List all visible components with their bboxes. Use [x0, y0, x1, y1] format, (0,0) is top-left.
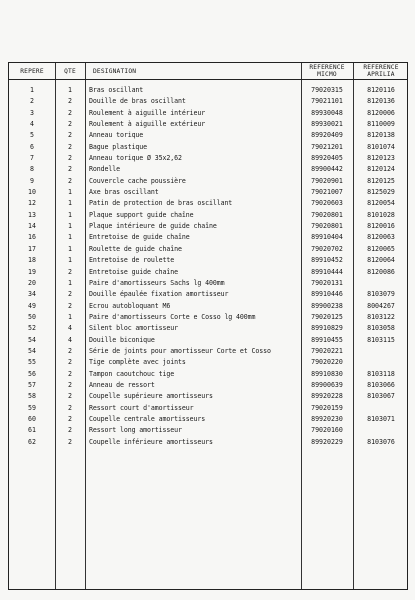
cell-reference-micmo: 89910830: [311, 369, 343, 378]
cell-reference-aprilia: 8101074: [367, 142, 395, 151]
cell-reference-micmo: 79020603: [311, 199, 343, 208]
cell-reference-aprilia: 8120054: [367, 199, 395, 208]
cell-designation: Anneau de ressort: [89, 380, 155, 389]
cell-qte: 2: [68, 97, 72, 106]
cell-designation: Coupelle supérieure amortisseurs: [89, 392, 213, 401]
cell-designation: Anneau torique: [89, 131, 144, 140]
cell-qte: 2: [68, 392, 72, 401]
cell-repere: 34: [28, 290, 36, 299]
cell-reference-micmo: 89900639: [311, 380, 343, 389]
cell-repere: 55: [28, 358, 36, 367]
cell-designation: Ecrou autobloquant M6: [89, 301, 171, 310]
cell-designation: Tige complète avec joints: [89, 358, 186, 367]
cell-designation: Douille épaulée fixation amortisseur: [89, 290, 229, 299]
cell-repere: 8: [30, 165, 34, 174]
cell-reference-aprilia: 8103071: [367, 414, 395, 423]
table-row: [9, 210, 407, 221]
table-row: [9, 232, 407, 243]
header-repere: REPERE: [20, 67, 44, 75]
cell-repere: 50: [28, 312, 36, 321]
cell-qte: 2: [68, 380, 72, 389]
table-row: [9, 357, 407, 368]
cell-repere: 2: [30, 97, 34, 106]
cell-reference-micmo: 79020125: [311, 312, 343, 321]
cell-reference-micmo: 79020131: [311, 278, 343, 287]
cell-reference-micmo: 79020315: [311, 86, 343, 94]
cell-repere: 54: [28, 335, 36, 344]
cell-repere: 6: [30, 142, 34, 151]
cell-qte: 2: [68, 437, 72, 446]
cell-designation: Axe bras oscillant: [89, 188, 159, 197]
cell-repere: 12: [28, 199, 36, 208]
table-row: [9, 346, 407, 357]
cell-qte: 1: [68, 312, 72, 321]
cell-designation: Entretoise de guide chaîne: [89, 233, 190, 242]
cell-designation: Silent bloc amortisseur: [89, 324, 179, 333]
cell-repere: 9: [30, 176, 34, 185]
cell-repere: 49: [28, 301, 36, 310]
cell-qte: 1: [68, 199, 72, 208]
cell-repere: 57: [28, 380, 36, 389]
cell-repere: 20: [28, 278, 36, 287]
cell-reference-micmo: 79020159: [311, 403, 343, 412]
header-rule: [9, 79, 407, 80]
table-row: [9, 289, 407, 300]
cell-qte: 2: [68, 301, 72, 310]
table-row: [9, 85, 407, 96]
header-designation: DESIGNATION: [93, 67, 137, 75]
header-reference-micmo-line1: REFERENCE: [309, 64, 345, 71]
cell-repere: 1: [30, 86, 34, 94]
cell-designation: Paire d'amortisseurs Sachs lg 400mm: [89, 278, 225, 287]
cell-reference-micmo: 89920229: [311, 437, 343, 446]
table-row: [9, 267, 407, 278]
table-row: [9, 391, 407, 402]
cell-reference-aprilia: 8120124: [367, 165, 395, 174]
cell-repere: 62: [28, 437, 36, 446]
cell-reference-micmo: 79020221: [311, 346, 343, 355]
cell-qte: 1: [68, 244, 72, 253]
header-reference-micmo-line2: MICMO: [317, 71, 337, 78]
cell-repere: 4: [30, 120, 34, 129]
cell-designation: Coupelle centrale amortisseurs: [89, 414, 206, 423]
cell-designation: Roulette de guide chaîne: [89, 244, 182, 253]
cell-qte: 2: [68, 154, 72, 163]
cell-designation: Douille biconique: [89, 335, 155, 344]
header-reference-micmo: [301, 63, 353, 79]
cell-reference-micmo: 89920405: [311, 154, 343, 163]
cell-designation: Plaque intérieure de guide chaîne: [89, 222, 217, 231]
parts-table: [8, 62, 408, 590]
table-row: [9, 176, 407, 187]
cell-qte: 4: [68, 324, 72, 333]
cell-repere: 59: [28, 403, 36, 412]
cell-reference-micmo: 79020901: [311, 176, 343, 185]
cell-designation: Patin de protection de bras oscillant: [89, 199, 233, 208]
cell-reference-aprilia: 8103079: [367, 290, 395, 299]
table-row: [9, 164, 407, 175]
table-row: [9, 301, 407, 312]
cell-qte: 2: [68, 403, 72, 412]
cell-reference-micmo: 79020220: [311, 358, 343, 367]
cell-qte: 1: [68, 233, 72, 242]
cell-reference-aprilia: 8120138: [367, 131, 395, 140]
cell-designation: Bras oscillant: [89, 86, 144, 94]
cell-qte: 4: [68, 335, 72, 344]
cell-reference-aprilia: 8103066: [367, 380, 395, 389]
cell-qte: 1: [68, 86, 72, 94]
cell-repere: 18: [28, 256, 36, 265]
cell-reference-micmo: 79021101: [311, 97, 343, 106]
cell-designation: Anneau torique Ø 35x2,62: [89, 154, 182, 163]
table-row: [9, 198, 407, 209]
cell-qte: 2: [68, 369, 72, 378]
cell-reference-aprilia: 8120125: [367, 176, 395, 185]
cell-repere: 52: [28, 324, 36, 333]
cell-reference-micmo: 79020702: [311, 244, 343, 253]
cell-designation: Couvercle cache poussière: [89, 176, 186, 185]
cell-reference-aprilia: 8125029: [367, 188, 395, 197]
cell-repere: 61: [28, 426, 36, 435]
table-row: [9, 278, 407, 289]
table-row: [9, 437, 407, 448]
cell-repere: 54: [28, 346, 36, 355]
cell-reference-aprilia: 8120116: [367, 86, 395, 94]
cell-reference-aprilia: 8120065: [367, 244, 395, 253]
cell-qte: 2: [68, 414, 72, 423]
table-row: [9, 142, 407, 153]
cell-reference-micmo: 89910452: [311, 256, 343, 265]
cell-reference-aprilia: 8120063: [367, 233, 395, 242]
table-row: [9, 312, 407, 323]
cell-designation: Plaque support guide chaîne: [89, 210, 194, 219]
cell-qte: 2: [68, 267, 72, 276]
cell-reference-micmo: 89910446: [311, 290, 343, 299]
header-reference-aprilia: [353, 63, 409, 79]
cell-designation: Ressort long amortisseur: [89, 426, 182, 435]
cell-reference-aprilia: 8101028: [367, 210, 395, 219]
table-row: [9, 119, 407, 130]
cell-designation: Coupelle inférieure amortisseurs: [89, 437, 213, 446]
cell-repere: 60: [28, 414, 36, 423]
cell-reference-micmo: 89910455: [311, 335, 343, 344]
cell-qte: 1: [68, 222, 72, 231]
cell-qte: 2: [68, 176, 72, 185]
cell-qte: 2: [68, 131, 72, 140]
cell-qte: 2: [68, 358, 72, 367]
cell-qte: 2: [68, 346, 72, 355]
cell-qte: 1: [68, 188, 72, 197]
cell-reference-aprilia: 8120136: [367, 97, 395, 106]
cell-reference-aprilia: 8103122: [367, 312, 395, 321]
cell-qte: 2: [68, 290, 72, 299]
cell-designation: Paire d'amortisseurs Corte e Cosso lg 400mm: [89, 312, 256, 321]
cell-reference-micmo: 89920409: [311, 131, 343, 140]
cell-repere: 58: [28, 392, 36, 401]
table-row: [9, 108, 407, 119]
cell-qte: 1: [68, 256, 72, 265]
cell-reference-micmo: 89910829: [311, 324, 343, 333]
table-body: [9, 85, 407, 448]
cell-reference-micmo: 79021007: [311, 188, 343, 197]
table-row: [9, 335, 407, 346]
cell-designation: Douille de bras oscillant: [89, 97, 186, 106]
cell-reference-aprilia: 8004267: [367, 301, 395, 310]
cell-designation: Roulement à aiguille extérieur: [89, 120, 206, 129]
cell-designation: Série de joints pour amortisseur Corte et Cosso: [89, 346, 271, 355]
cell-reference-micmo: 79020160: [311, 426, 343, 435]
cell-reference-micmo: 79021201: [311, 142, 343, 151]
table-row: [9, 380, 407, 391]
cell-designation: Rondelle: [89, 165, 120, 174]
cell-qte: 1: [68, 278, 72, 287]
cell-qte: 2: [68, 165, 72, 174]
cell-repere: 13: [28, 210, 36, 219]
table-row: [9, 130, 407, 141]
cell-designation: Bague plastique: [89, 142, 148, 151]
table-row: [9, 153, 407, 164]
cell-reference-micmo: 89910444: [311, 267, 343, 276]
cell-reference-aprilia: 8120016: [367, 222, 395, 231]
cell-reference-aprilia: 8120006: [367, 108, 395, 117]
table-row: [9, 323, 407, 334]
header-reference-aprilia-line2: APRILIA: [367, 71, 395, 78]
cell-repere: 16: [28, 233, 36, 242]
table-row: [9, 221, 407, 232]
cell-reference-micmo: 89920230: [311, 414, 343, 423]
cell-reference-micmo: 89900442: [311, 165, 343, 174]
table-row: [9, 96, 407, 107]
cell-reference-aprilia: 8103058: [367, 324, 395, 333]
cell-repere: 17: [28, 244, 36, 253]
cell-reference-aprilia: 8103067: [367, 392, 395, 401]
table-row: [9, 425, 407, 436]
cell-repere: 56: [28, 369, 36, 378]
table-row: [9, 414, 407, 425]
cell-reference-micmo: 89930021: [311, 120, 343, 129]
cell-designation: Ressort court d'amortisseur: [89, 403, 194, 412]
cell-repere: 5: [30, 131, 34, 140]
cell-repere: 14: [28, 222, 36, 231]
cell-reference-aprilia: 8120123: [367, 154, 395, 163]
cell-repere: 19: [28, 267, 36, 276]
cell-qte: 2: [68, 142, 72, 151]
cell-reference-micmo: 89930048: [311, 108, 343, 117]
cell-qte: 1: [68, 210, 72, 219]
table-row: [9, 187, 407, 198]
table-row: [9, 244, 407, 255]
cell-designation: Entretoise guide chaîne: [89, 267, 179, 276]
header-reference-aprilia-line1: REFERENCE: [363, 64, 399, 71]
table-row: [9, 403, 407, 414]
cell-reference-aprilia: 8103076: [367, 437, 395, 446]
cell-qte: 2: [68, 108, 72, 117]
cell-designation: Tampon caoutchouc tige: [89, 369, 175, 378]
cell-reference-micmo: 89910404: [311, 233, 343, 242]
cell-reference-aprilia: 8110009: [367, 120, 395, 129]
table-row: [9, 369, 407, 380]
header-qte: QTE: [64, 67, 76, 75]
cell-repere: 7: [30, 154, 34, 163]
cell-reference-aprilia: 8103115: [367, 335, 395, 344]
cell-reference-micmo: 79020801: [311, 222, 343, 231]
table-row: [9, 255, 407, 266]
cell-designation: Entretoise de roulette: [89, 256, 175, 265]
cell-reference-micmo: 89920228: [311, 392, 343, 401]
cell-repere: 3: [30, 108, 34, 117]
cell-designation: Roulement à aiguille intérieur: [89, 108, 206, 117]
cell-reference-micmo: 89900238: [311, 301, 343, 310]
cell-reference-aprilia: 8120086: [367, 267, 395, 276]
cell-repere: 10: [28, 188, 36, 197]
cell-qte: 2: [68, 426, 72, 435]
cell-reference-micmo: 79020801: [311, 210, 343, 219]
cell-reference-aprilia: 8103118: [367, 369, 395, 378]
cell-qte: 2: [68, 120, 72, 129]
cell-reference-aprilia: 8120064: [367, 256, 395, 265]
